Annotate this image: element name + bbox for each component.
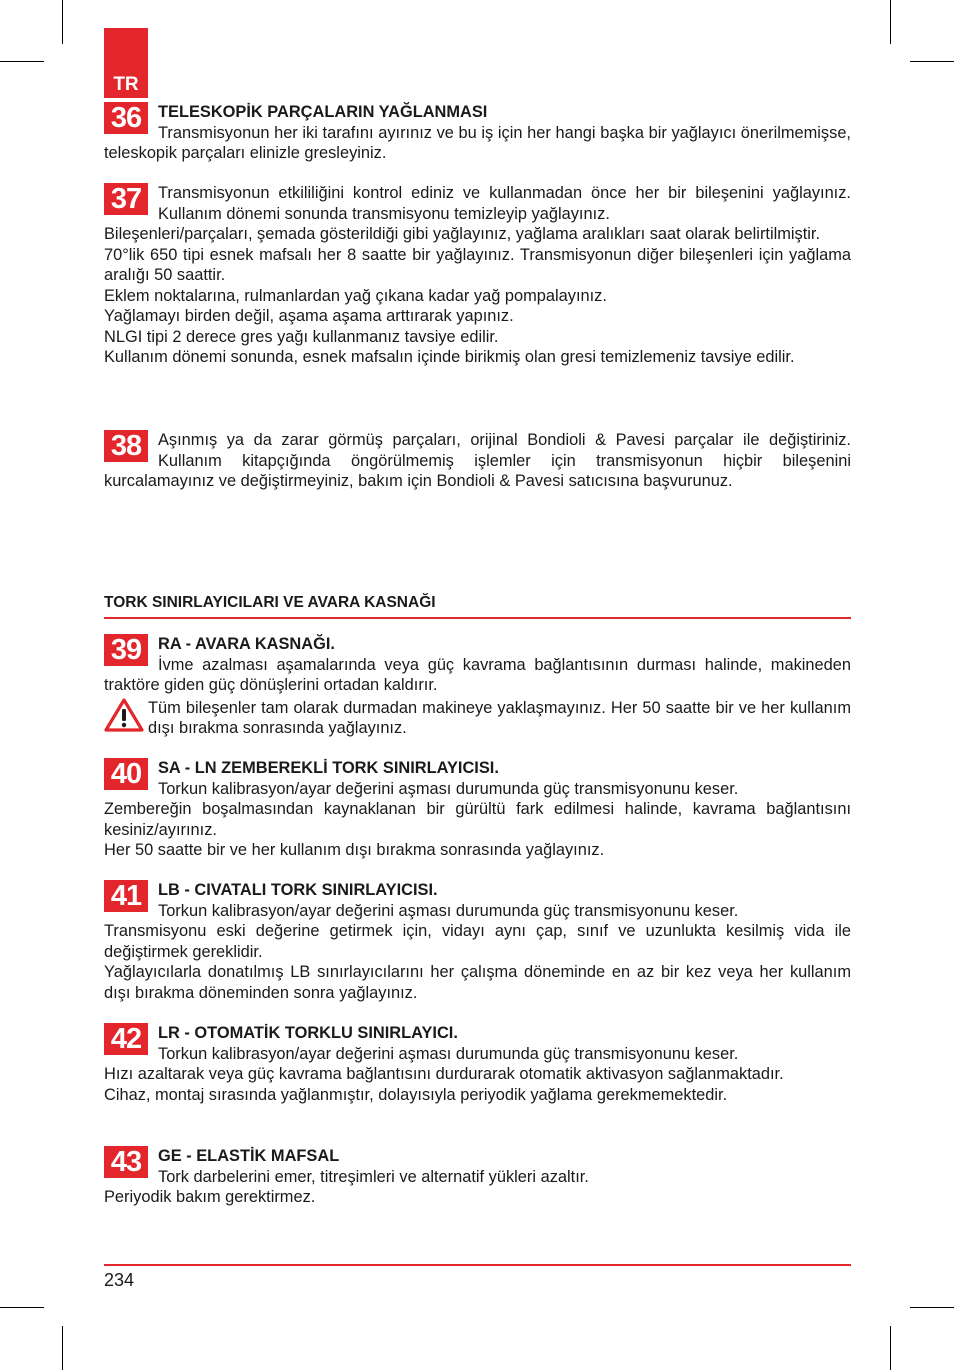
section-paragraph: Aşınmış ya da zarar görmüş parçaları, orijinal Bondioli & Pavesi parçalar ile değiştiriniz. Kullanım kitapçığında öngörülmemiş işlemler için transmisyonun hiçbir bileşenini kurcalamayınız ve değiştirmeyiniz, bakım için Bondioli & Pavesi satıcısına başvurunuz. (104, 431, 851, 490)
section-number: 39 (104, 634, 148, 666)
section-title: LB - CIVATALI TORK SINIRLAYICISI. (158, 881, 438, 899)
section-37 (104, 183, 851, 368)
section-38 (104, 430, 851, 492)
section-paragraph: Hızı azaltarak veya güç kavrama bağlantısını durdurarak otomatik aktivasyon sağlanmaktadır. (104, 1065, 784, 1083)
section-paragraph: Periyodik bakım gerektirmez. (104, 1188, 316, 1206)
section-number: 37 (104, 183, 148, 215)
section-paragraph: Tork darbelerini emer, titreşimleri ve alternatif yükleri azaltır. (158, 1167, 589, 1186)
crop-mark (910, 61, 954, 62)
section-paragraph: Eklem noktalarına, rulmanlardan yağ çıkana kadar yağ pompalayınız. (104, 286, 607, 305)
section-paragraph: 70°lik 650 tipi esnek mafsalı her 8 saatte bir yağlayınız. Transmisyonun diğer bileşenleri için yağlama aralığı 50 saattir. (104, 245, 851, 284)
section-title: SA - LN ZEMBEREKLİ TORK SINIRLAYICISI. (158, 759, 499, 777)
section-number: 43 (104, 1146, 148, 1178)
section-number: 40 (104, 758, 148, 790)
warning-text: Tüm bileşenler tam olarak durmadan makineye yaklaşmayınız. Her 50 saatte bir ve her kullanım dışı bırakma sonrasında yağlayınız. (148, 698, 851, 737)
section-number: 38 (104, 430, 148, 462)
section-number: 36 (104, 102, 148, 134)
section-title: RA - AVARA KASNAĞI. (158, 635, 335, 653)
section-number: 42 (104, 1023, 148, 1055)
crop-mark (62, 1326, 63, 1370)
section-36 (104, 102, 851, 164)
warning-note (104, 698, 851, 739)
section-42 (104, 1023, 851, 1105)
section-paragraph: Cihaz, montaj sırasında yağlanmıştır, dolayısıyla periyodik yağlama gerekmemektedir. (104, 1085, 728, 1104)
section-paragraph: Her 50 saatte bir ve her kullanım dışı bırakma sonrasında yağlayınız. (104, 841, 605, 859)
section-paragraph: Zembereğin boşalmasından kaynaklanan bir gürültü fark edilmesi halinde, kavrama bağlantısını kesiniz/ayırınız. (104, 800, 851, 839)
crop-mark (890, 1326, 891, 1370)
section-heading: TORK SINIRLAYICILARI VE AVARA KASNAĞI (104, 593, 851, 619)
crop-mark (890, 0, 891, 44)
section-paragraph: NLGI tipi 2 derece gres yağı kullanmanız tavsiye edilir. (104, 327, 499, 346)
section-title: TELESKOPİK PARÇALARIN YAĞLANMASI (158, 103, 488, 121)
section-paragraph: Torkun kalibrasyon/ayar değerini aşması durumunda güç transmisyonunu keser. (158, 1044, 739, 1063)
crop-mark (0, 61, 44, 62)
section-paragraph: Yağlayıcılarla donatılmış LB sınırlayıcılarını her çalışma döneminde en az bir kez veya her kullanım dışı bırakma döneminden sonra yağlayınız. (104, 963, 851, 1002)
section-39 (104, 634, 851, 739)
crop-mark (910, 1307, 954, 1308)
section-paragraph: Transmisyonun her iki tarafını ayırınız ve bu iş için her hangi başka bir yağlayıcı önerilmemişse, teleskopik parçaları elinizle gresleyiniz. (104, 123, 851, 162)
section-43 (104, 1146, 851, 1208)
section-paragraph: Yağlamayı birden değil, aşama aşama arttırarak yapınız. (104, 307, 514, 325)
warning-icon (104, 698, 144, 732)
section-40 (104, 758, 851, 861)
footer-rule (104, 1264, 851, 1266)
section-paragraph: İvme azalması aşamalarında veya güç kavrama bağlantısının durması halinde, makineden traktöre giden güç dönüşlerini ortadan kaldırır. (104, 655, 851, 694)
section-paragraph: Transmisyonun etkililiğini kontrol ediniz ve kullanmadan önce her bir bileşenini yağlayınız. Kullanım dönemi sonunda transmisyonu temizleyip yağlayınız. (158, 184, 851, 223)
section-paragraph: Torkun kalibrasyon/ayar değerini aşması durumunda güç transmisyonunu keser. (158, 779, 739, 798)
section-paragraph: Kullanım dönemi sonunda, esnek mafsalın içinde birikmiş olan gresi temizlemeniz tavsiye edilir. (104, 348, 795, 366)
section-41 (104, 880, 851, 1003)
section-number: 41 (104, 880, 148, 912)
language-tab: TR (104, 28, 148, 98)
section-paragraph: Torkun kalibrasyon/ayar değerini aşması durumunda güç transmisyonunu keser. (158, 901, 739, 920)
crop-mark (0, 1307, 44, 1308)
crop-mark (62, 0, 63, 44)
section-paragraph: Bileşenleri/parçaları, şemada gösterildiği gibi yağlayınız, yağlama aralıkları saat olarak belirtilmiştir. (104, 225, 821, 243)
section-paragraph: Transmisyonu eski değerine getirmek için, vidayı aynı çap, sınıf ve uzunlukta kesilmiş vida ile değiştirmek gereklidir. (104, 922, 851, 961)
page-number: 234 (104, 1270, 135, 1290)
section-title: LR - OTOMATİK TORKLU SINIRLAYICI. (158, 1024, 458, 1042)
section-title: GE - ELASTİK MAFSAL (158, 1147, 340, 1165)
